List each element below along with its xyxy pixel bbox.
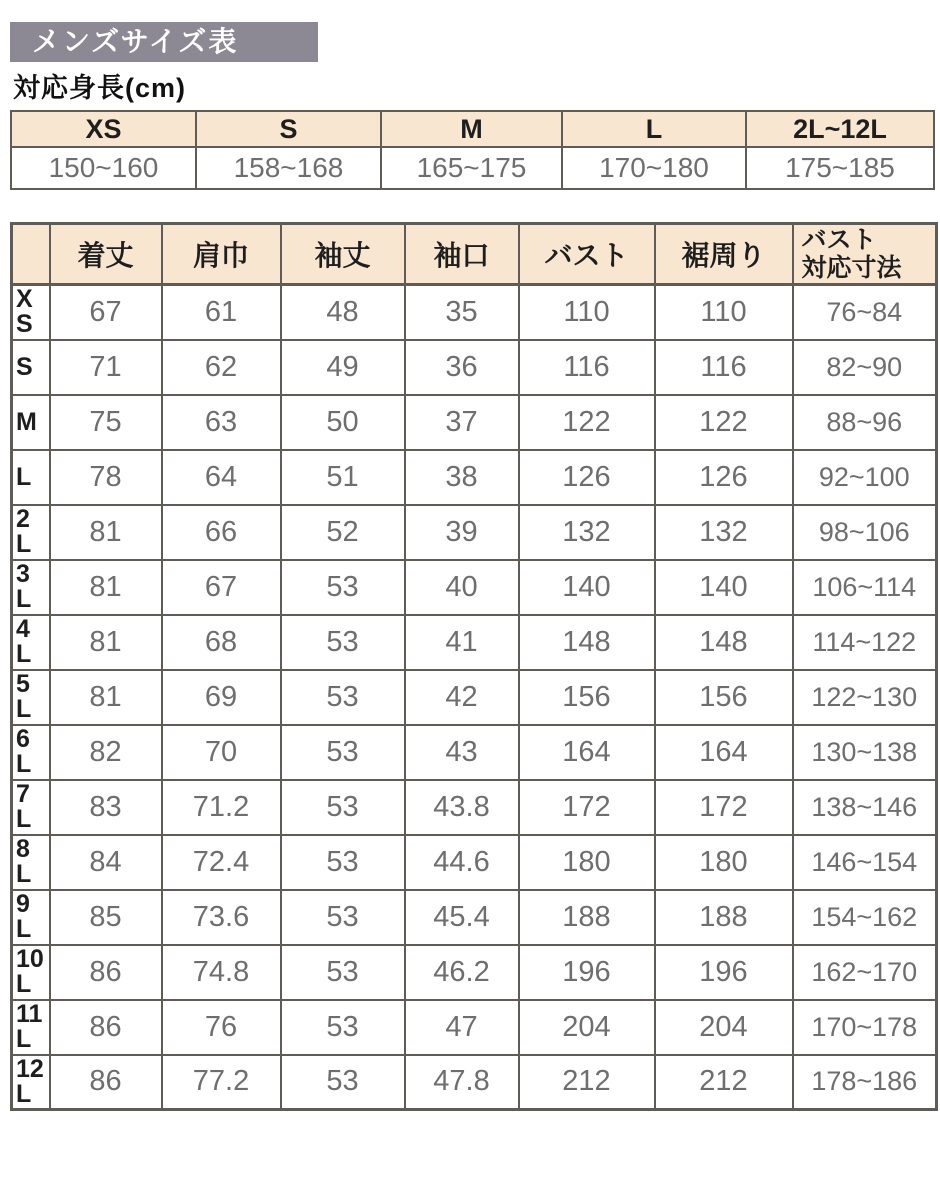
measurement-value: 71.2 <box>162 780 281 835</box>
measurement-value: 132 <box>519 505 655 560</box>
size-row-label-line: 9 <box>16 890 30 918</box>
measurement-value: 140 <box>519 560 655 615</box>
size-row <box>12 1000 937 1055</box>
bust-range-value: 92~100 <box>793 450 937 505</box>
measurement-value: 47.8 <box>405 1055 519 1110</box>
measurement-value: 75 <box>50 395 162 450</box>
measurement-value: 172 <box>655 780 793 835</box>
measurement-value: 172 <box>519 780 655 835</box>
size-row-label-line: 7 <box>16 780 30 808</box>
page-title: メンズサイズ表 <box>10 22 318 62</box>
size-row-label-line: L <box>16 1079 32 1108</box>
height-range-value: 150~160 <box>11 147 196 189</box>
measurement-value: 37 <box>405 395 519 450</box>
measurement-value: 66 <box>162 505 281 560</box>
size-row-label-line: 8 <box>16 835 30 863</box>
measurement-value: 35 <box>405 285 519 340</box>
bust-range-value: 88~96 <box>793 395 937 450</box>
size-row-label-line: L <box>16 640 32 668</box>
measurement-value: 122 <box>655 395 793 450</box>
measurement-value: 126 <box>519 450 655 505</box>
measurement-value: 43.8 <box>405 780 519 835</box>
measurement-value: 140 <box>655 560 793 615</box>
size-col-header-bust-range <box>793 224 937 285</box>
size-row <box>12 725 937 780</box>
height-col-header: M <box>381 111 562 147</box>
measurement-value: 49 <box>281 340 405 395</box>
measurement-value: 188 <box>519 890 655 945</box>
height-range-value: 165~175 <box>381 147 562 189</box>
size-row-label-line: L <box>16 585 32 613</box>
measurement-value: 50 <box>281 395 405 450</box>
size-row <box>12 670 937 725</box>
size-row <box>12 835 937 890</box>
measurement-value: 45.4 <box>405 890 519 945</box>
size-row-label-line: L <box>16 695 32 723</box>
bust-range-value: 106~114 <box>793 560 937 615</box>
measurement-value: 116 <box>519 340 655 395</box>
size-row <box>12 505 937 560</box>
size-row <box>12 945 937 1000</box>
measurement-value: 67 <box>162 560 281 615</box>
measurement-value: 53 <box>281 560 405 615</box>
bust-range-value: 76~84 <box>793 285 937 340</box>
corner-cell <box>12 224 50 285</box>
size-row <box>12 285 937 340</box>
size-row <box>12 395 937 450</box>
measurement-value: 44.6 <box>405 835 519 890</box>
size-row <box>12 615 937 670</box>
size-row <box>12 780 937 835</box>
size-row-label <box>12 780 50 835</box>
size-row-label-line: 3 <box>16 560 30 588</box>
measurement-value: 47 <box>405 1000 519 1055</box>
measurement-value: 204 <box>519 1000 655 1055</box>
size-row-label-line: L <box>16 750 32 778</box>
size-row <box>12 450 937 505</box>
size-row-label-line: 11 <box>16 1000 43 1028</box>
measurement-value: 164 <box>655 725 793 780</box>
measurement-value: 84 <box>50 835 162 890</box>
size-row <box>12 560 937 615</box>
size-row-label <box>12 450 50 505</box>
measurement-value: 73.6 <box>162 890 281 945</box>
bust-range-value: 178~186 <box>793 1055 937 1110</box>
size-row-label-line: L <box>16 462 32 491</box>
measurement-value: 164 <box>519 725 655 780</box>
measurement-value: 69 <box>162 670 281 725</box>
height-range-value: 170~180 <box>562 147 746 189</box>
measurement-value: 38 <box>405 450 519 505</box>
bust-range-value: 170~178 <box>793 1000 937 1055</box>
measurement-value: 81 <box>50 670 162 725</box>
measurement-value: 85 <box>50 890 162 945</box>
size-row-label-line: L <box>16 970 32 998</box>
bust-range-header-line: 対応寸法 <box>801 254 902 282</box>
height-table-value-row <box>11 147 934 189</box>
measurement-value: 148 <box>519 615 655 670</box>
measurement-value: 116 <box>655 340 793 395</box>
bust-range-value: 154~162 <box>793 890 937 945</box>
size-row-label <box>12 340 50 395</box>
measurement-value: 46.2 <box>405 945 519 1000</box>
bust-range-value: 146~154 <box>793 835 937 890</box>
bust-range-value: 114~122 <box>793 615 937 670</box>
measurement-value: 212 <box>519 1055 655 1110</box>
measurement-value: 132 <box>655 505 793 560</box>
measurement-value: 180 <box>655 835 793 890</box>
measurement-value: 53 <box>281 780 405 835</box>
size-row-label <box>12 670 50 725</box>
height-section-label: 対応身長(cm) <box>13 73 187 103</box>
size-row-label-line: L <box>16 860 32 888</box>
measurement-value: 42 <box>405 670 519 725</box>
measurement-value: 212 <box>655 1055 793 1110</box>
size-row-label-line: 10 <box>16 945 44 973</box>
size-row <box>12 1055 937 1110</box>
size-row-label-line: L <box>16 805 32 833</box>
bust-range-value: 162~170 <box>793 945 937 1000</box>
measurement-value: 86 <box>50 1000 162 1055</box>
measurement-value: 81 <box>50 615 162 670</box>
size-row <box>12 890 937 945</box>
measurement-value: 41 <box>405 615 519 670</box>
measurement-value: 77.2 <box>162 1055 281 1110</box>
measurement-value: 188 <box>655 890 793 945</box>
size-row-label <box>12 1000 50 1055</box>
measurement-value: 67 <box>50 285 162 340</box>
size-col-header: 着丈 <box>50 224 162 285</box>
measurement-value: 53 <box>281 835 405 890</box>
measurement-value: 53 <box>281 890 405 945</box>
size-row-label <box>12 1055 50 1110</box>
bust-range-value: 122~130 <box>793 670 937 725</box>
measurement-value: 53 <box>281 725 405 780</box>
measurement-value: 110 <box>655 285 793 340</box>
measurement-value: 86 <box>50 945 162 1000</box>
measurement-value: 53 <box>281 945 405 1000</box>
measurement-value: 39 <box>405 505 519 560</box>
size-row-label-line: 4 <box>16 615 30 643</box>
measurement-value: 51 <box>281 450 405 505</box>
size-row <box>12 340 937 395</box>
measurement-value: 43 <box>405 725 519 780</box>
bust-range-header-line: バスト <box>801 226 877 254</box>
height-col-header: L <box>562 111 746 147</box>
measurement-value: 110 <box>519 285 655 340</box>
size-row-label-line: 2 <box>16 505 30 533</box>
height-range-value: 175~185 <box>746 147 934 189</box>
height-table <box>10 110 935 190</box>
size-row-label <box>12 395 50 450</box>
size-row-label <box>12 505 50 560</box>
height-table-header-row <box>11 111 934 147</box>
measurement-value: 62 <box>162 340 281 395</box>
measurement-value: 204 <box>655 1000 793 1055</box>
size-row-label-line: S <box>16 310 33 339</box>
measurement-value: 82 <box>50 725 162 780</box>
size-row-label-line: 6 <box>16 725 30 753</box>
measurement-value: 86 <box>50 1055 162 1110</box>
measurement-value: 74.8 <box>162 945 281 1000</box>
measurement-value: 81 <box>50 505 162 560</box>
measurement-value: 72.4 <box>162 835 281 890</box>
size-col-header: 裾周り <box>655 224 793 285</box>
bust-range-value: 82~90 <box>793 340 937 395</box>
measurement-value: 83 <box>50 780 162 835</box>
measurement-value: 40 <box>405 560 519 615</box>
height-col-header: S <box>196 111 381 147</box>
size-row-label-line: L <box>16 530 32 558</box>
bust-range-value: 98~106 <box>793 505 937 560</box>
measurement-value: 71 <box>50 340 162 395</box>
measurement-value: 78 <box>50 450 162 505</box>
size-row-label-line: M <box>16 407 37 436</box>
size-row-label <box>12 725 50 780</box>
size-row-label-line: X <box>16 285 33 314</box>
measurement-value: 122 <box>519 395 655 450</box>
size-col-header: 肩巾 <box>162 224 281 285</box>
bust-range-value: 130~138 <box>793 725 937 780</box>
size-table <box>10 222 938 1111</box>
measurement-value: 156 <box>519 670 655 725</box>
measurement-value: 81 <box>50 560 162 615</box>
measurement-value: 64 <box>162 450 281 505</box>
measurement-value: 70 <box>162 725 281 780</box>
height-range-value: 158~168 <box>196 147 381 189</box>
measurement-value: 63 <box>162 395 281 450</box>
size-col-header: 袖丈 <box>281 224 405 285</box>
measurement-value: 36 <box>405 340 519 395</box>
size-col-header: バスト <box>519 224 655 285</box>
measurement-value: 53 <box>281 615 405 670</box>
size-row-label-line: L <box>16 915 32 943</box>
measurement-value: 196 <box>655 945 793 1000</box>
measurement-value: 68 <box>162 615 281 670</box>
size-row-label <box>12 285 50 340</box>
height-col-header: XS <box>11 111 196 147</box>
measurement-value: 76 <box>162 1000 281 1055</box>
measurement-value: 52 <box>281 505 405 560</box>
size-row-label-line: S <box>16 352 33 381</box>
measurement-value: 196 <box>519 945 655 1000</box>
size-row-label-line: L <box>16 1025 32 1053</box>
size-row-label <box>12 615 50 670</box>
bust-range-value: 138~146 <box>793 780 937 835</box>
size-table-header-row <box>12 224 937 285</box>
measurement-value: 61 <box>162 285 281 340</box>
size-row-label <box>12 835 50 890</box>
size-col-header: 袖口 <box>405 224 519 285</box>
measurement-value: 180 <box>519 835 655 890</box>
size-row-label <box>12 890 50 945</box>
measurement-value: 48 <box>281 285 405 340</box>
measurement-value: 53 <box>281 1055 405 1110</box>
measurement-value: 148 <box>655 615 793 670</box>
size-row-label <box>12 560 50 615</box>
height-col-header: 2L~12L <box>746 111 934 147</box>
measurement-value: 53 <box>281 670 405 725</box>
size-row-label <box>12 945 50 1000</box>
measurement-value: 126 <box>655 450 793 505</box>
measurement-value: 156 <box>655 670 793 725</box>
measurement-value: 53 <box>281 1000 405 1055</box>
size-row-label-line: 12 <box>16 1054 44 1083</box>
size-row-label-line: 5 <box>16 670 30 698</box>
